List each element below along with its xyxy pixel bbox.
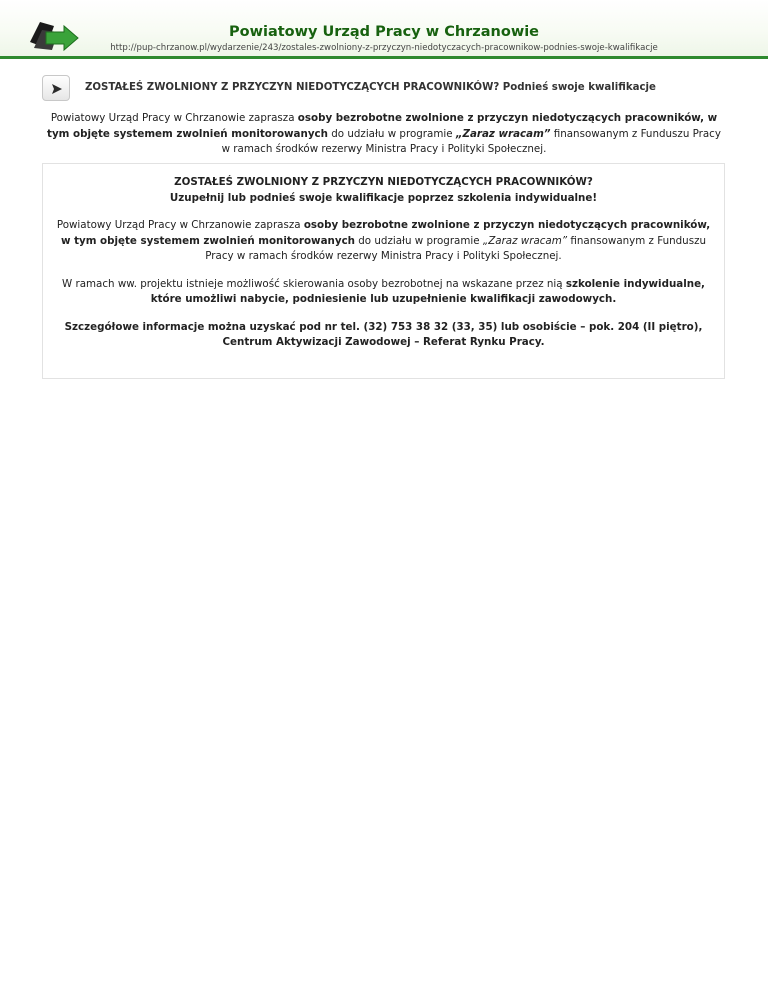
site-title[interactable]: Powiatowy Urząd Pracy w Chrzanowie (228, 24, 540, 40)
box-p2-text-1: W ramach ww. projektu istnieje możliwość skierowania osoby bezrobotnej na wskazane przez nią (62, 277, 566, 290)
event-title-row (42, 75, 732, 103)
box-p2-training-info: szkolenie indywidualne, które umożliwi nabycie, podniesienie lub uzupełnienie kwalifikacji zawodowych. (150, 277, 705, 305)
box-p1-text-1: Powiatowy Urząd Pracy w Chrzanowie zaprasza (56, 219, 304, 231)
event-title: ZOSTAŁEŚ ZWOLNIONY Z PRZYCZYN NIEDOTYCZĄCYCH PRACOWNIKÓW? Podnieś swoje kwalifikacje (85, 82, 656, 93)
box-p1-target-group: osoby bezrobotne zwolnione z przyczyn niedotyczących pracowników, w tym objęte systemem zwolnień monitorowanych (60, 219, 711, 247)
intro-text-2: do udziału w programie (327, 127, 456, 140)
intro-text-1: Powiatowy Urząd Pracy w Chrzanowie zaprasza (50, 112, 298, 124)
box-paragraph-invitation (53, 218, 714, 265)
box-contact-info: Szczegółowe informacje można uzyskać pod nr tel. (32) 753 38 32 (33, 35) lub osobiście – pok. 204 (II piętro), Centrum Aktywizacji Zawodowej – Referat Rynku Pracy. (64, 320, 703, 348)
box-heading: ZOSTAŁEŚ ZWOLNIONY Z PRZYCZYN NIEDOTYCZĄCYCH PRACOWNIKÓW? (174, 176, 593, 188)
box-p1-text-2: do udziału w programie (355, 234, 483, 247)
play-arrow-icon (51, 83, 63, 95)
site-header (0, 0, 768, 59)
page-url: http://pup-chrzanow.pl/wydarzenie/243/zostales-zwolniony-z-przyczyn-niedotyczacych-pracownikow-podnies-swoje-kwalifikacje (110, 43, 658, 53)
expand-button[interactable] (42, 75, 70, 101)
intro-text-3: finansowanym z Funduszu Pracy w ramach środków rezerwy Ministra Pracy i Polityki Społecznej. (221, 127, 721, 155)
details-box (42, 163, 725, 379)
intro-program-name: „Zaraz wracam” (455, 127, 551, 140)
intro-target-group: osoby bezrobotne zwolnione z przyczyn niedotyczących pracowników, w tym objęte systemem zwolnień monitorowanych (47, 112, 718, 140)
box-paragraph-training (53, 277, 714, 308)
intro-paragraph (42, 111, 726, 158)
box-subheading: Uzupełnij lub podnieś swoje kwalifikacje poprzez szkolenia indywidualne! (169, 191, 598, 204)
box-p1-program-name: „Zaraz wracam” (482, 234, 568, 247)
box-p1-text-3: finansowanym z Funduszu Pracy w ramach środków rezerwy Ministra Pracy i Polityki Społecznej. (205, 234, 706, 262)
